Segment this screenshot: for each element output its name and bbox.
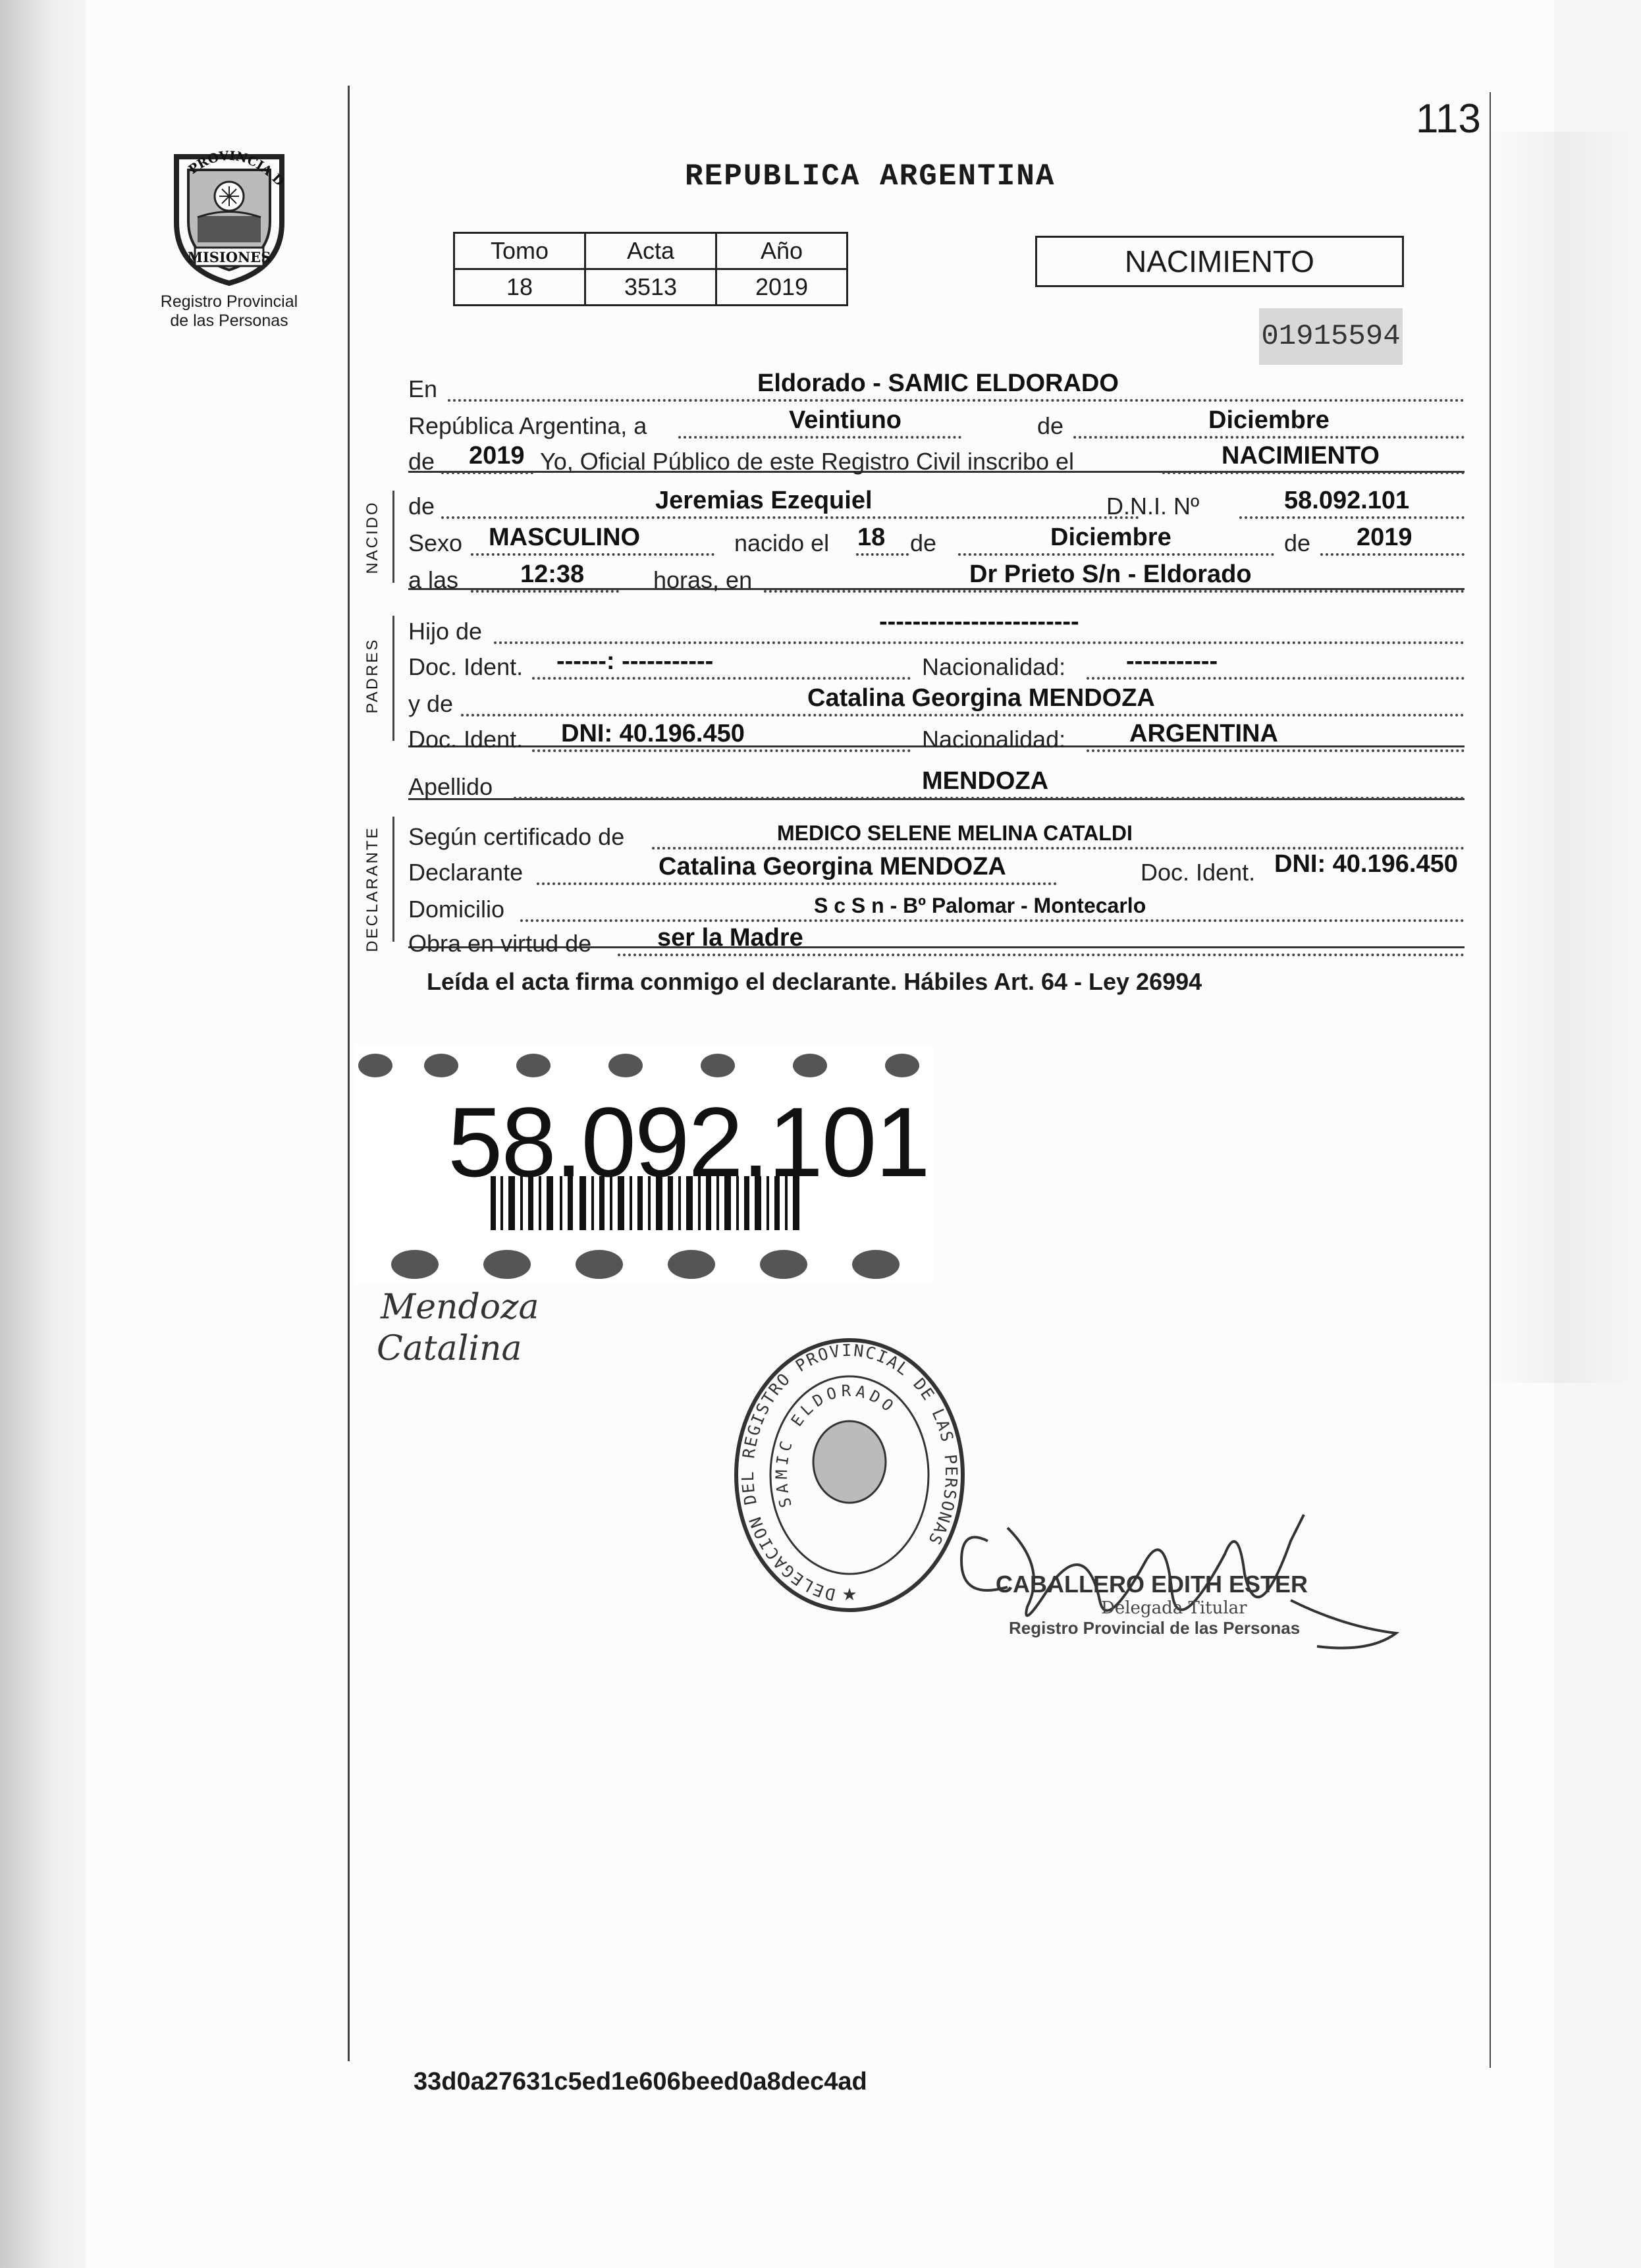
row-republica bbox=[408, 407, 1465, 444]
logo-caption-line1: Registro Provincial bbox=[160, 292, 298, 311]
row-doc-padre bbox=[408, 648, 1465, 685]
dots bbox=[441, 472, 533, 474]
dots bbox=[532, 749, 911, 752]
row-hijo bbox=[408, 608, 1465, 649]
dots bbox=[958, 553, 1274, 556]
value-dia: Veintiuno bbox=[789, 406, 901, 434]
label-horas-en: horas, en bbox=[653, 566, 753, 593]
value-madre-nac: ARGENTINA bbox=[1129, 720, 1278, 747]
dots bbox=[448, 399, 1465, 402]
value-anio: 2019 bbox=[469, 442, 525, 470]
dots bbox=[494, 641, 1465, 644]
label-alas: a las bbox=[408, 566, 459, 593]
dots bbox=[678, 436, 961, 439]
left-margin-line bbox=[348, 86, 350, 2061]
row-doc-madre bbox=[408, 720, 1465, 757]
value-hora: 12:38 bbox=[520, 560, 585, 588]
label-nacido-el: nacido el bbox=[734, 529, 830, 556]
bracket-declarante bbox=[392, 817, 394, 942]
label-republica: República Argentina, a bbox=[408, 412, 647, 439]
official-round-stamp bbox=[724, 1330, 975, 1623]
value-padre-nac: ----------- bbox=[1126, 647, 1218, 675]
record-type-box: NACIMIENTO bbox=[1035, 236, 1404, 287]
value-obra: ser la Madre bbox=[657, 924, 803, 952]
signature-role: Delegada Titular bbox=[1101, 1598, 1247, 1618]
row-sexo bbox=[408, 524, 1465, 561]
label-sexo: Sexo bbox=[408, 529, 463, 556]
label-doc-madre: Doc. Ident. bbox=[408, 726, 524, 753]
value-nac-dia: 18 bbox=[857, 524, 886, 551]
sticker-dni-number: 58.092.101 bbox=[448, 1087, 929, 1197]
label-hijo: Hijo de bbox=[408, 618, 483, 645]
header-tomo: Tomo bbox=[454, 233, 585, 269]
page-number: 113 bbox=[1416, 96, 1481, 142]
label-oficial: Yo, Oficial Público de este Registro Civil inscribo el bbox=[540, 448, 1075, 475]
value-nac-mes: Diciembre bbox=[1050, 524, 1171, 551]
handwritten-surname: Mendoza bbox=[381, 1287, 539, 1327]
dots bbox=[471, 553, 714, 556]
side-label-padres: PADRES bbox=[363, 637, 381, 714]
label-dni: D.N.I. Nº bbox=[1106, 493, 1200, 520]
row-en bbox=[408, 370, 1465, 407]
dots bbox=[856, 553, 909, 556]
signature-stamp bbox=[996, 1571, 1308, 1638]
dots bbox=[1087, 677, 1465, 680]
value-certificado: MEDICO SELENE MELINA CATALDI bbox=[777, 821, 1133, 845]
value-mes: Diciembre bbox=[1208, 406, 1330, 434]
signature-name: CABALLERO EDITH ESTER bbox=[996, 1571, 1308, 1598]
label-obra: Obra en virtud de bbox=[408, 930, 592, 957]
label-nacionalidad: Nacionalidad: bbox=[922, 653, 1066, 680]
right-margin-line bbox=[1490, 92, 1491, 2068]
dots bbox=[1320, 553, 1465, 556]
logo-text-bottom: MISIONES bbox=[187, 249, 271, 265]
stamp-ring-text: DELEGACION DEL REGISTRO PROVINCIAL DE LAS PERSONAS bbox=[738, 1340, 961, 1604]
value-padre: ------------------------ bbox=[879, 608, 1079, 635]
dots bbox=[461, 714, 1465, 716]
stamp-star-icon: ★ bbox=[842, 1584, 857, 1604]
row-obra bbox=[408, 925, 1465, 961]
acta-table bbox=[453, 232, 848, 306]
label-nacionalidad-madre: Nacionalidad: bbox=[922, 726, 1066, 753]
header-acta: Acta bbox=[585, 233, 716, 269]
value-madre-doc: DNI: 40.196.450 bbox=[561, 720, 745, 747]
value-declarante: Catalina Georgina MENDOZA bbox=[659, 853, 1006, 880]
logo-caption-line2: de las Personas bbox=[170, 311, 288, 330]
label-de2: de bbox=[408, 448, 435, 475]
dots bbox=[514, 797, 1465, 799]
document-hash: 33d0a27631c5ed1e606beed0a8dec4ad bbox=[414, 2068, 867, 2095]
scan-shadow-right bbox=[1482, 132, 1633, 1383]
bracket-nacido bbox=[392, 491, 394, 583]
value-anio: 2019 bbox=[716, 269, 847, 306]
label-de5: de bbox=[1284, 529, 1311, 556]
label-de: de bbox=[1037, 412, 1064, 439]
scan-shadow-left bbox=[0, 0, 86, 2268]
dots bbox=[652, 847, 1465, 850]
value-sexo: MASCULINO bbox=[489, 524, 641, 551]
dots bbox=[537, 882, 1057, 885]
value-tipo: NACIMIENTO bbox=[1222, 442, 1380, 470]
label-declarante-doc: Doc. Ident. bbox=[1141, 859, 1256, 886]
label-declarante: Declarante bbox=[408, 859, 524, 886]
acta-header-row bbox=[454, 233, 847, 269]
label-certificado: Según certificado de bbox=[408, 823, 625, 850]
label-yde: y de bbox=[408, 690, 454, 717]
value-lugar-inscripcion: Eldorado - SAMIC ELDORADO bbox=[757, 369, 1119, 397]
dots bbox=[471, 590, 619, 593]
serial-number: 01915594 bbox=[1259, 308, 1403, 365]
value-nombre: Jeremias Ezequiel bbox=[655, 487, 873, 514]
dots bbox=[1239, 516, 1465, 519]
stamp-inner-text: SAMIC ELDORADO bbox=[772, 1381, 900, 1510]
row-hora bbox=[408, 561, 1465, 598]
dots bbox=[618, 954, 1465, 956]
row-apellido bbox=[408, 768, 1465, 805]
header-anio: Año bbox=[716, 233, 847, 269]
label-de4: de bbox=[910, 529, 937, 556]
handwritten-name: Catalina bbox=[377, 1329, 522, 1368]
dots bbox=[441, 516, 1139, 519]
logo-text-top: PROVINCIA D bbox=[186, 148, 287, 190]
value-padre-doc: ------: ----------- bbox=[556, 647, 714, 675]
label-en: En bbox=[408, 375, 438, 402]
value-nac-anio: 2019 bbox=[1357, 524, 1412, 551]
label-domicilio: Domicilio bbox=[408, 896, 505, 923]
dots bbox=[1162, 472, 1465, 474]
value-apellido: MENDOZA bbox=[922, 767, 1049, 795]
bracket-padres bbox=[392, 616, 394, 741]
dots bbox=[1073, 436, 1465, 439]
label-doc: Doc. Ident. bbox=[408, 653, 524, 680]
side-label-nacido: NACIDO bbox=[363, 500, 381, 574]
value-declarante-doc: DNI: 40.196.450 bbox=[1274, 850, 1458, 878]
row-madre bbox=[408, 685, 1465, 722]
province-seal-logo bbox=[157, 144, 302, 292]
dots bbox=[1087, 749, 1465, 752]
dni-barcode-sticker bbox=[356, 1046, 934, 1283]
label-apellido: Apellido bbox=[408, 773, 493, 800]
label-de3: de bbox=[408, 493, 435, 520]
row-oficial bbox=[408, 443, 1465, 479]
value-lugar-nacimiento: Dr Prieto S/n - Eldorado bbox=[969, 560, 1252, 588]
acta-value-row bbox=[454, 269, 847, 306]
value-domicilio: S c S n - Bº Palomar - Montecarlo bbox=[814, 894, 1146, 917]
dots bbox=[520, 919, 1465, 922]
dots bbox=[532, 677, 911, 680]
row-declarante bbox=[408, 850, 1465, 890]
value-dni: 58.092.101 bbox=[1284, 487, 1410, 514]
signature-org: Registro Provincial de las Personas bbox=[1009, 1618, 1301, 1638]
document-title: REPUBLICA ARGENTINA bbox=[685, 159, 1056, 194]
value-madre: Catalina Georgina MENDOZA bbox=[807, 684, 1155, 712]
closing-statement: Leída el acta firma conmigo el declarante. Hábiles Art. 64 - Ley 26994 bbox=[427, 968, 1202, 995]
row-domicilio bbox=[408, 890, 1465, 927]
value-tomo: 18 bbox=[454, 269, 585, 306]
row-certificado bbox=[408, 818, 1465, 855]
side-label-declarante: DECLARANTE bbox=[363, 826, 381, 952]
row-nombre bbox=[408, 487, 1465, 524]
dots bbox=[764, 590, 1465, 593]
logo-caption bbox=[150, 292, 308, 331]
value-acta: 3513 bbox=[585, 269, 716, 306]
